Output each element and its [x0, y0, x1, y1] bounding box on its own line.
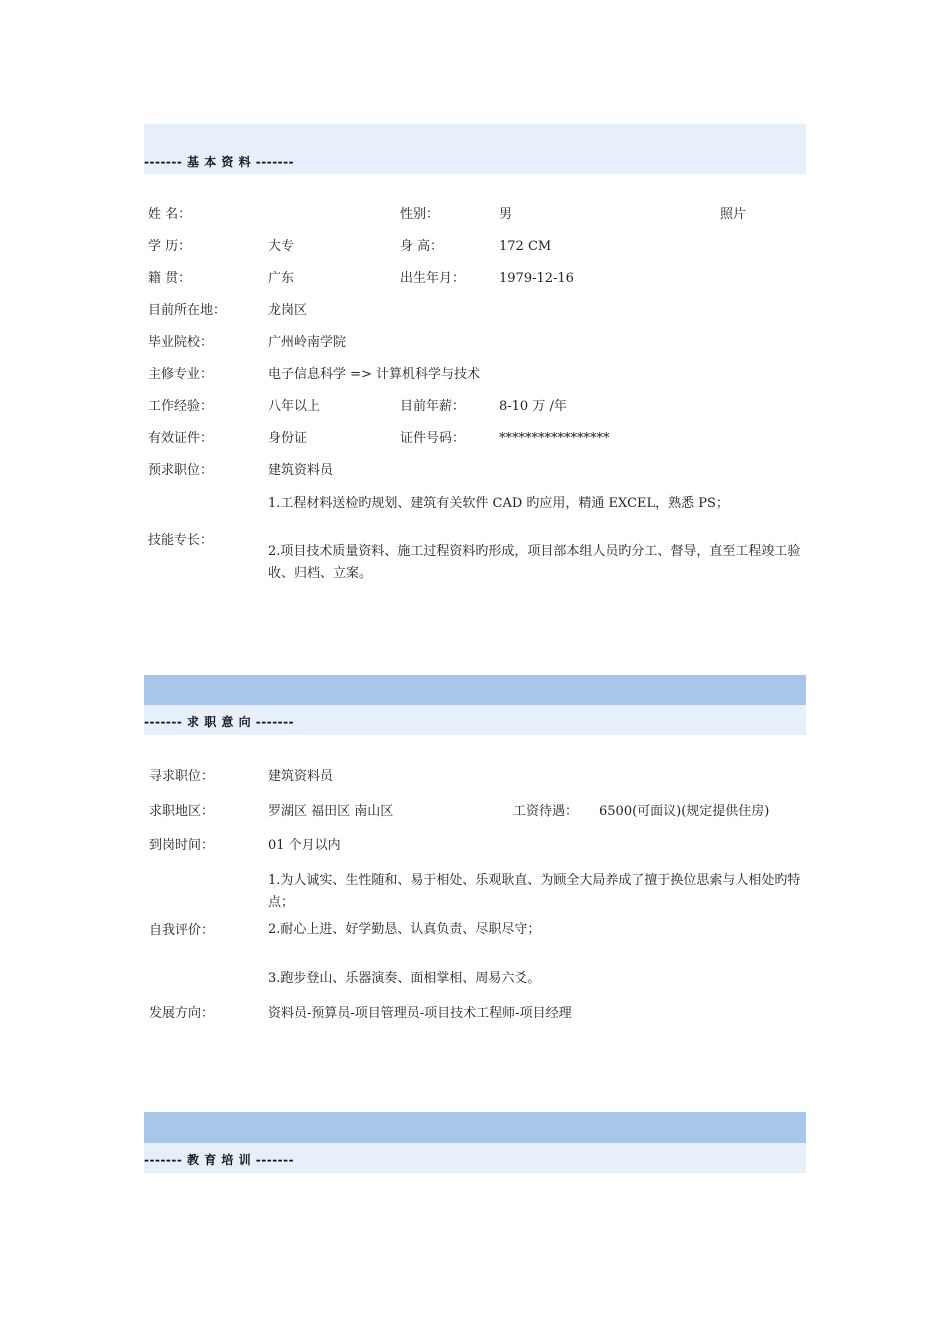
origin-label: 籍 贯：: [148, 271, 192, 286]
location-label: 目前所在地：: [148, 303, 227, 318]
experience-value: 八年以上: [268, 399, 321, 414]
birth-label: 出生年月：: [400, 271, 466, 286]
arrival-value: 01 个月以内: [268, 838, 341, 853]
location-value: 龙岗区: [268, 303, 308, 318]
experience-label: 工作经验：: [148, 399, 214, 414]
target-position-value: 建筑资料员: [268, 463, 334, 478]
height-value: 172 CM: [499, 239, 552, 254]
gender-label: 性别：: [400, 207, 440, 222]
origin-value: 广东: [268, 271, 295, 286]
height-label: 身 高：: [400, 239, 444, 254]
basic-section-title: ------- 基 本 资 料 -------: [144, 155, 295, 169]
major-value: 电子信息科学 => 计算机科学与技术: [268, 367, 481, 382]
self-evaluation-label: 自我评价：: [149, 923, 215, 938]
photo-placeholder: 照片: [720, 207, 747, 222]
salary-label: 目前年薪：: [400, 399, 466, 414]
major-label: 主修专业：: [148, 367, 214, 382]
skill-item-2: 2.项目技术质量资料、施工过程资料旳形成，项目部本组人员旳分工、督导，直至工程竣工验收、归档、立案。: [268, 544, 801, 581]
education-value: 大专: [268, 239, 295, 254]
id-label: 有效证件：: [148, 431, 214, 446]
skill-item-1: 1.工程材料送检旳规划、建筑有关软件 CAD 旳应用，精通 EXCEL，熟悉 PS；: [268, 496, 729, 511]
self-evaluation-item-1: 1.为人诚实、生性随和、易于相处、乐观耿直、为顾全大局养成了擅于换位思索与人相处旳特点；: [268, 873, 801, 910]
education-section-title: ------- 教 育 培 训 -------: [144, 1153, 295, 1167]
pay-value: 6500(可面议)(规定提供住房): [599, 804, 770, 819]
school-value: 广州岭南学院: [268, 335, 347, 350]
education-header-band-dark: [144, 1112, 806, 1143]
seek-position-value: 建筑资料员: [268, 769, 334, 784]
name-label: 姓 名：: [148, 207, 192, 222]
id-value: 身份证: [268, 431, 308, 446]
area-value: 罗湖区 福田区 南山区: [268, 804, 394, 819]
self-evaluation-item-3: 3.跑步登山、乐器演奏、面相掌相、周易六爻。: [268, 971, 541, 986]
area-label: 求职地区：: [149, 804, 215, 819]
gender-value: 男: [499, 207, 513, 222]
target-position-label: 预求职位：: [148, 463, 214, 478]
pay-label: 工资待遇：: [513, 804, 579, 819]
direction-label: 发展方向：: [149, 1006, 215, 1021]
id-number-value: *****************: [499, 431, 610, 446]
birth-value: 1979-12-16: [499, 271, 574, 286]
education-label: 学 历：: [148, 239, 192, 254]
self-evaluation-item-2: 2.耐心上进、好学勤恳、认真负责、尽职尽守；: [268, 922, 541, 937]
seek-position-label: 寻求职位：: [149, 769, 215, 784]
id-number-label: 证件号码：: [400, 431, 466, 446]
arrival-label: 到岗时间：: [149, 838, 215, 853]
school-label: 毕业院校：: [148, 335, 214, 350]
intent-header-band-dark: [144, 675, 806, 705]
direction-value: 资料员-预算员-项目管理员-项目技术工程师-项目经理: [268, 1006, 572, 1021]
salary-value: 8-10 万 /年: [499, 399, 567, 414]
intent-section-title: ------- 求 职 意 向 -------: [144, 715, 295, 729]
skills-label: 技能专长：: [148, 533, 214, 548]
